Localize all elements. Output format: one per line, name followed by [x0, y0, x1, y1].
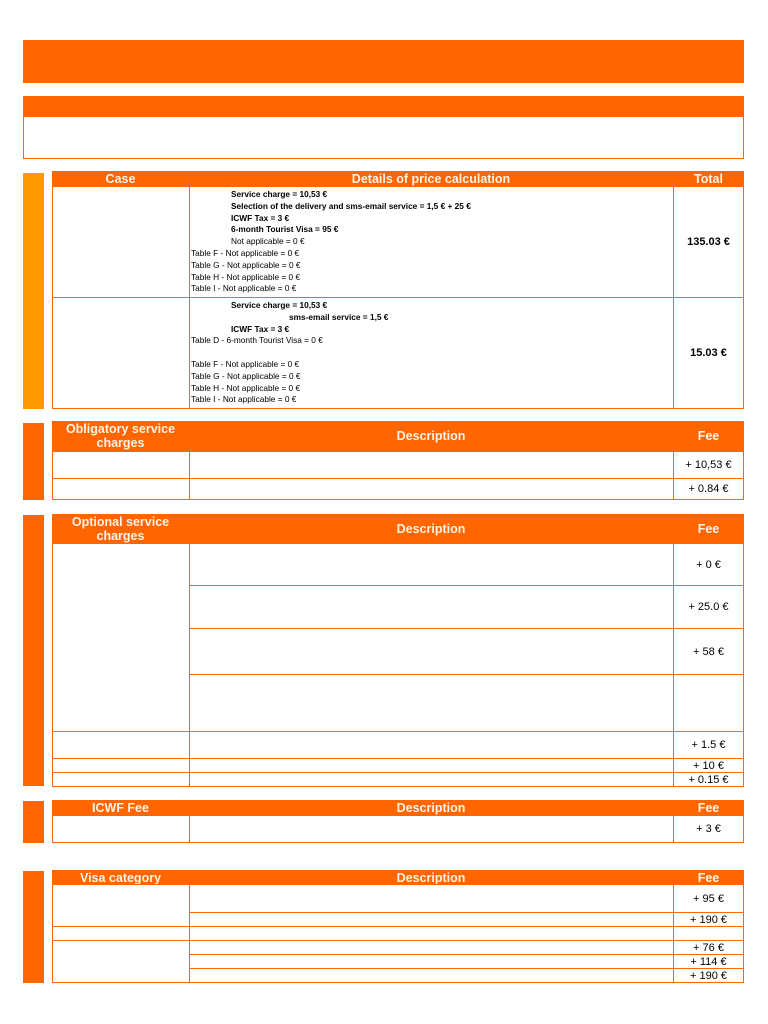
detail-line: Table H - Not applicable = 0 € — [191, 271, 301, 282]
icwf-fee-header: Fee — [673, 800, 744, 815]
details-lines — [190, 298, 673, 406]
detail-line: Table I - Not applicable = 0 € — [191, 283, 297, 294]
detail-line: Selection of the delivery and sms-email service = 1,5 € + 25 € — [231, 200, 471, 211]
description-cell — [189, 543, 674, 586]
fee-value: + 25.0 € — [673, 585, 744, 629]
description-cell — [189, 772, 674, 787]
fee-value: + 114 € — [673, 954, 744, 969]
obligatory-fee-header: Fee — [673, 421, 744, 451]
fee-value: + 95 € — [673, 884, 744, 913]
obligatory-name-header: Obligatory service charges — [52, 421, 189, 451]
total-value: 135.03 € — [673, 186, 744, 298]
detail-line: Table F - Not applicable = 0 € — [191, 358, 300, 369]
name-cell — [52, 926, 190, 941]
detail-line — [190, 347, 673, 359]
case-cell — [52, 297, 190, 409]
info-box-header — [24, 97, 743, 117]
visa-name-header: Visa category — [52, 870, 189, 885]
details-cell — [189, 186, 674, 298]
fee-value: + 10 € — [673, 758, 744, 773]
description-cell — [189, 884, 674, 913]
description-cell — [189, 954, 674, 969]
description-cell — [189, 451, 674, 479]
obligatory-side-bar — [23, 423, 44, 500]
description-cell — [189, 940, 674, 955]
name-cell — [52, 758, 190, 773]
detail-line: ICWF Tax = 3 € — [231, 323, 290, 334]
description-cell — [189, 758, 674, 773]
name-cell — [52, 543, 190, 732]
detail-line: Service charge = 10,53 € — [231, 300, 328, 310]
description-cell — [189, 968, 674, 983]
visa-side-bar — [23, 871, 44, 983]
name-cell — [52, 884, 190, 927]
detail-line: Table I - Not applicable = 0 € — [191, 394, 297, 405]
case-cell — [52, 186, 190, 298]
name-cell — [52, 451, 190, 479]
details-lines — [190, 187, 673, 295]
name-cell — [52, 478, 190, 500]
visa-fee-header: Fee — [673, 870, 744, 885]
icwf-description-header: Description — [189, 800, 673, 815]
description-cell — [189, 926, 674, 941]
total-value: 15.03 € — [673, 297, 744, 409]
name-cell — [52, 940, 190, 983]
optional-side-bar — [23, 515, 44, 786]
optional-name-header: Optional service charges — [52, 514, 189, 543]
obligatory-description-header: Description — [189, 421, 673, 451]
optional-fee-header: Fee — [673, 514, 744, 543]
fee-value — [673, 674, 744, 732]
name-cell — [52, 731, 190, 759]
top-banner — [23, 40, 744, 83]
fee-value: + 190 € — [673, 912, 744, 927]
details-cell — [189, 297, 674, 409]
optional-description-header: Description — [189, 514, 673, 543]
fee-value: + 1.5 € — [673, 731, 744, 759]
detail-line: ICWF Tax = 3 € — [231, 212, 290, 223]
total-header: Total — [673, 171, 744, 186]
detail-line: Table G - Not applicable = 0 € — [191, 370, 301, 381]
fee-value: + 190 € — [673, 968, 744, 983]
fee-value: + 58 € — [673, 628, 744, 675]
description-cell — [189, 478, 674, 500]
detail-line: Table F - Not applicable = 0 € — [191, 247, 300, 258]
icwf-side-bar — [23, 801, 44, 843]
fee-value — [673, 926, 744, 941]
detail-line: sms-email service = 1,5 € — [289, 311, 389, 322]
fee-value: + 10,53 € — [673, 451, 744, 479]
detail-line: 6-month Tourist Visa = 95 € — [231, 224, 339, 235]
info-box — [23, 96, 744, 159]
fee-value: + 0 € — [673, 543, 744, 586]
description-cell — [189, 628, 674, 675]
description-cell — [189, 674, 674, 732]
name-cell — [52, 772, 190, 787]
description-cell — [189, 815, 674, 843]
fee-value: + 0.15 € — [673, 772, 744, 787]
details-header: Details of price calculation — [189, 171, 673, 186]
description-cell — [189, 731, 674, 759]
icwf-name-header: ICWF Fee — [52, 800, 189, 815]
detail-line: Table H - Not applicable = 0 € — [191, 382, 301, 393]
description-cell — [189, 585, 674, 629]
detail-line: Service charge = 10,53 € — [231, 189, 328, 199]
fee-value: + 3 € — [673, 815, 744, 843]
detail-line: Not applicable = 0 € — [231, 236, 305, 247]
detail-line: Table G - Not applicable = 0 € — [191, 259, 301, 270]
visa-description-header: Description — [189, 870, 673, 885]
description-cell — [189, 912, 674, 927]
fee-value: + 0.84 € — [673, 478, 744, 500]
fee-value: + 76 € — [673, 940, 744, 955]
name-cell — [52, 815, 190, 843]
price-side-bar — [23, 173, 44, 409]
detail-line: Table D - 6-month Tourist Visa = 0 € — [191, 335, 323, 346]
case-header: Case — [52, 171, 189, 186]
